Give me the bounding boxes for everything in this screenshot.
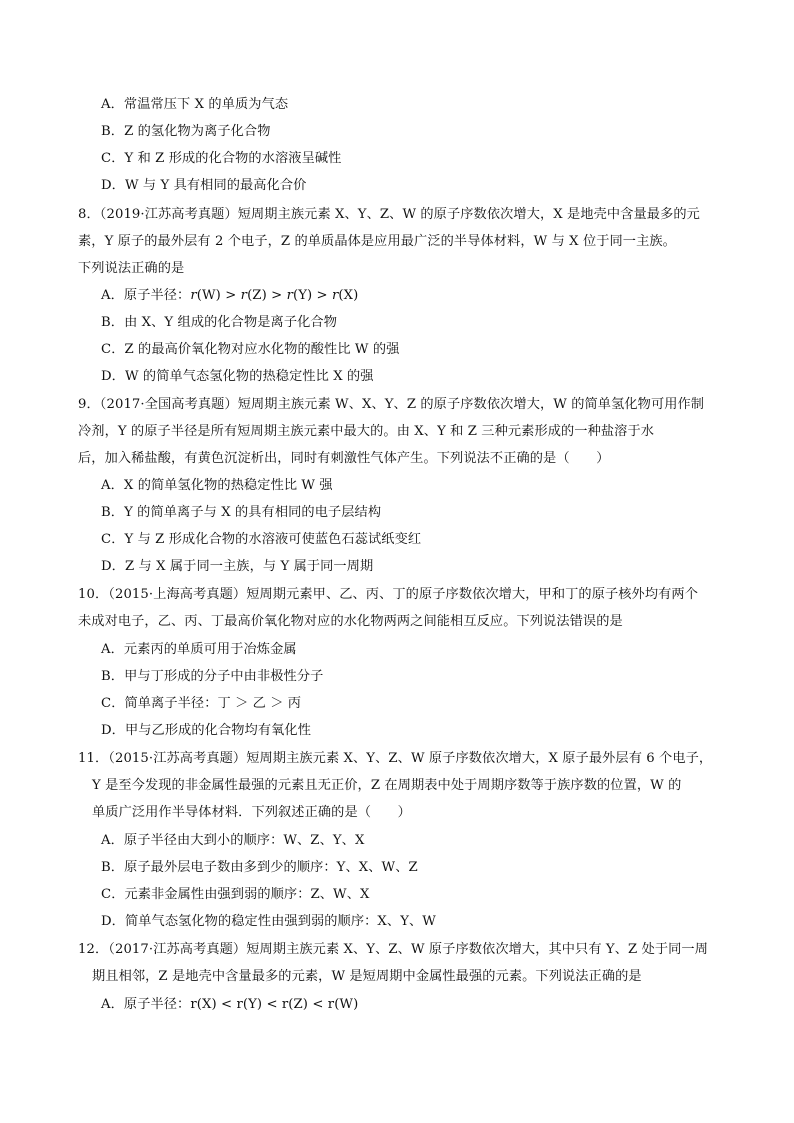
q9-stem-line-1: 9．（2017·全国高考真题）短周期主族元素 W、X、Y、Z 的原子序数依次增大，W 的简单氢化物可用作制: [78, 397, 705, 412]
q8-option-a-part-4: (X): [338, 288, 359, 303]
q10-option-a: A．元素丙的单质可用于冶炼金属: [101, 642, 297, 657]
q10-option-d: D．甲与乙形成的化合物均有氧化性: [101, 723, 311, 738]
q8-stem-line-3: 下列说法正确的是: [78, 261, 185, 276]
radius-symbol: r: [240, 288, 248, 303]
q11-option-d: D．简单气态氢化物的稳定性由强到弱的顺序：X、Y、W: [101, 914, 436, 929]
q11-stem-line-1: 11．（2015·江苏高考真题）短周期主族元素 X、Y、Z、W 原子序数依次增大，X 原子最外层有 6 个电子，: [78, 751, 713, 766]
q8-option-c: C．Z 的最高价氧化物对应水化物的酸性比 W 的强: [101, 342, 400, 357]
radius-symbol: r: [190, 288, 197, 303]
q8-option-a-part-1: (W) >: [196, 288, 241, 303]
q7-option-d: D．W 与 Y 具有相同的最高化合价: [101, 178, 307, 193]
q8-stem-line-2: 素，Y 原子的最外层有 2 个电子，Z 的单质晶体是应用最广泛的半导体材料，W 与 X 位于同一主族。: [78, 234, 676, 249]
q9-option-b: B．Y 的简单离子与 X 的具有相同的电子层结构: [101, 505, 382, 520]
q9-option-d: D．Z 与 X 属于同一主族，与 Y 属于同一周期: [101, 559, 374, 574]
q10-option-c: C．简单离子半径：丁 ＞ 乙 ＞ 丙: [101, 696, 302, 711]
q9-stem-line-2: 冷剂，Y 的原子半径是所有短周期主族元素中最大的。由 X、Y 和 Z 三种元素形成的一种盐溶于水: [78, 424, 655, 439]
q11-option-c: C．元素非金属性由强到弱的顺序：Z、W、X: [101, 887, 370, 902]
radius-symbol: r: [286, 288, 293, 303]
q8-option-a-part-3: (Y) >: [292, 288, 332, 303]
q8-option-b: B．由 X、Y 组成的化合物是离子化合物: [101, 315, 337, 330]
q8-option-a-prefix: A．原子半径：: [101, 288, 191, 303]
q12-stem-line-2: 期且相邻，Z 是地壳中含量最多的元素，W 是短周期中金属性最强的元素。下列说法正确的是: [92, 969, 642, 984]
q11-option-a: A．原子半径由大到小的顺序：W、Z、Y、X: [101, 833, 365, 848]
q7-option-b: B．Z 的氢化物为离子化合物: [101, 124, 271, 139]
q11-option-b: B．原子最外层电子数由多到少的顺序：Y、X、W、Z: [101, 860, 418, 875]
q11-stem-line-2: Y 是至今发现的非金属性最强的元素且无正价，Z 在周期表中处于周期序数等于族序数的位置，W 的: [92, 778, 682, 793]
q10-option-b: B．甲与丁形成的分子中由非极性分子: [101, 669, 324, 684]
radius-symbol: r: [332, 288, 339, 303]
q9-option-c: C．Y 与 Z 形成化合物的水溶液可使蓝色石蕊试纸变红: [101, 532, 422, 547]
q9-stem-line-3: 后，加入稀盐酸，有黄色沉淀析出，同时有刺激性气体产生。下列说法不正确的是（ ）: [78, 451, 610, 466]
q8-option-a-part-2: (Z) >: [247, 288, 287, 303]
q8-stem-line-1: 8．（2019·江苏高考真题）短周期主族元素 X、Y、Z、W 的原子序数依次增大，X 是地壳中含量最多的元: [78, 207, 700, 222]
q9-option-a: A．X 的简单氢化物的热稳定性比 W 强: [101, 478, 333, 493]
q8-option-d: D．W 的简单气态氢化物的热稳定性比 X 的强: [101, 369, 374, 384]
q10-stem-line-1: 10．（2015·上海高考真题）短周期元素甲、乙、丙、丁的原子序数依次增大，甲和丁的原子核外均有两个: [78, 587, 698, 602]
q7-option-c: C．Y 和 Z 形成的化合物的水溶液呈碱性: [101, 151, 342, 166]
q7-option-a: A．常温常压下 X 的单质为气态: [101, 97, 289, 112]
q8-option-a: [101, 286, 358, 306]
q12-stem-line-1: 12．（2017·江苏高考真题）短周期主族元素 X、Y、Z、W 原子序数依次增大，其中只有 Y、Z 处于同一周: [78, 942, 709, 957]
q11-stem-line-3: 单质广泛用作半导体材料．下列叙述正确的是（ ）: [92, 805, 411, 820]
q12-option-a: A．原子半径：r(X) < r(Y) < r(Z) < r(W): [101, 997, 359, 1012]
q10-stem-line-2: 未成对电子，乙、丙、丁最高价氧化物对应的水化物两两之间能相互反应。下列说法错误的是: [78, 614, 623, 629]
